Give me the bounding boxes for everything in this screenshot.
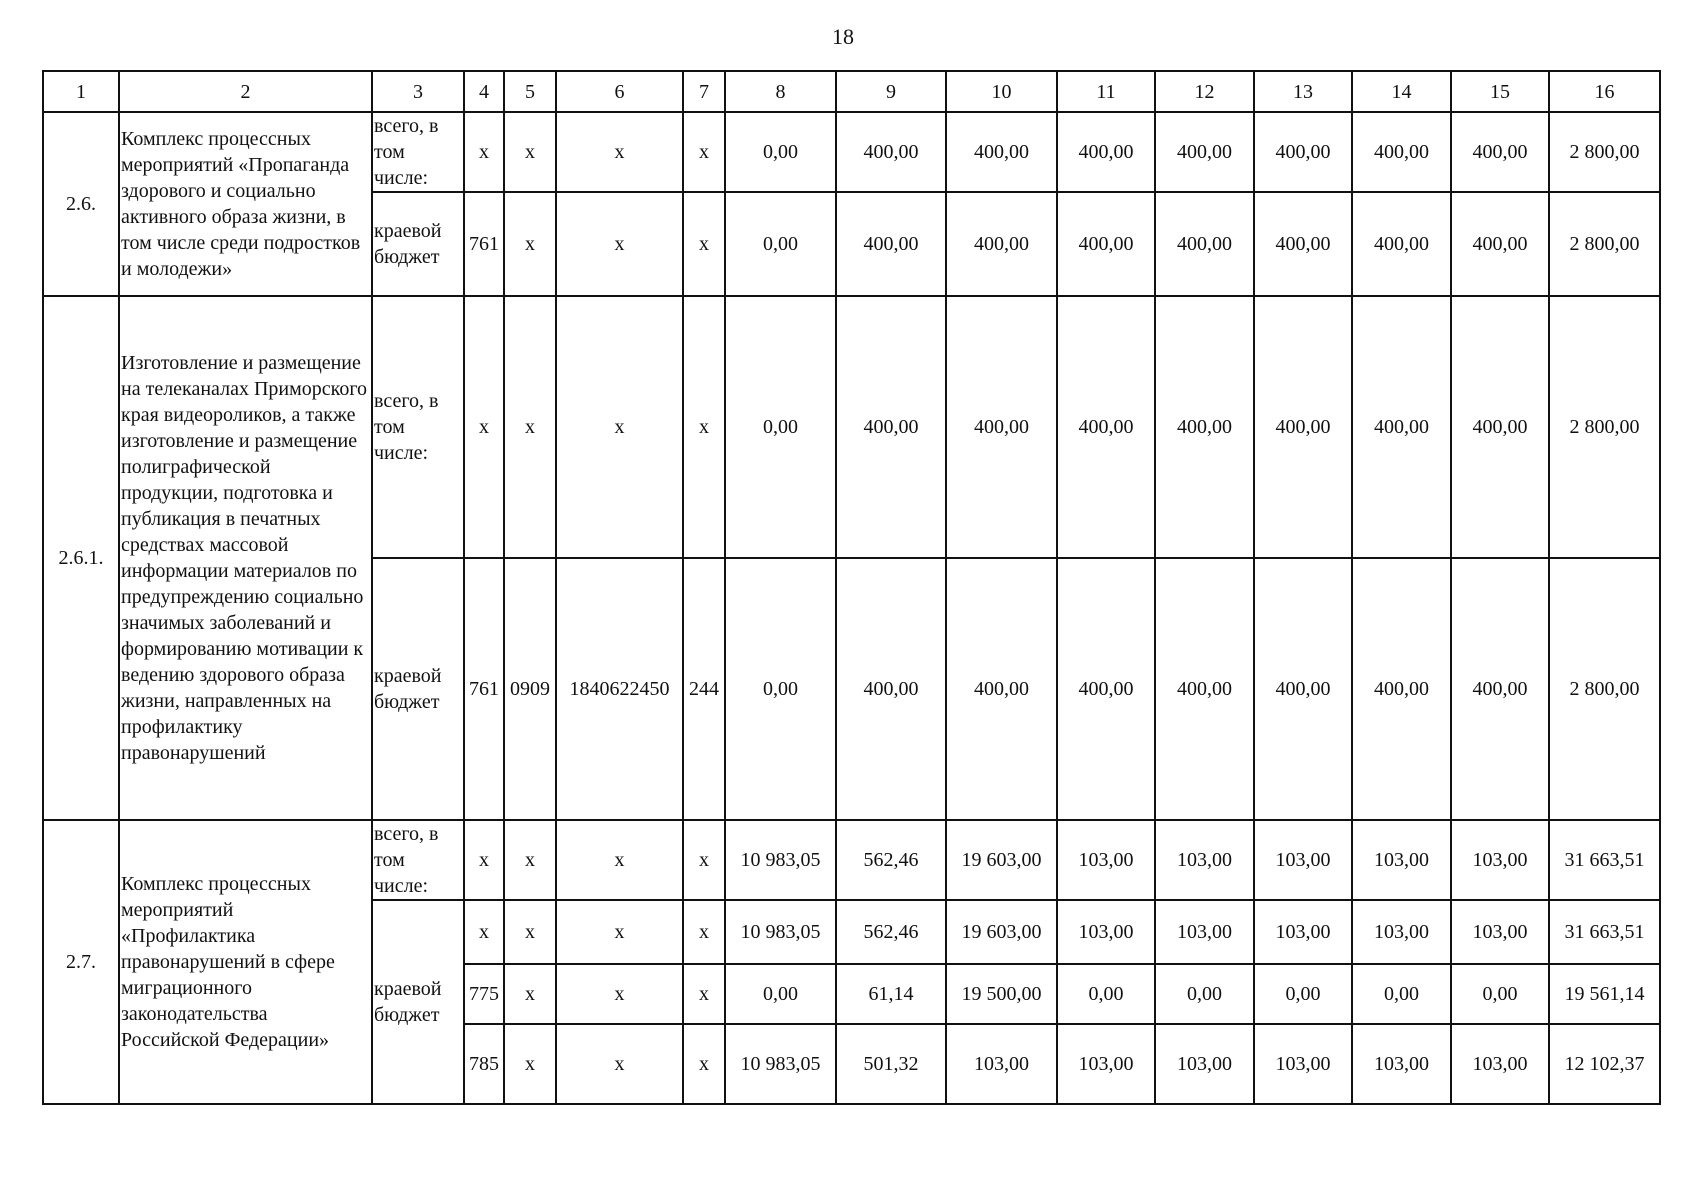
section-number: 2.6. [43, 112, 119, 296]
header-cell: 3 [372, 71, 464, 112]
value-cell: 400,00 [946, 112, 1057, 192]
value-cell: 400,00 [1451, 558, 1549, 820]
header-row [43, 71, 1660, 112]
section-number: 2.7. [43, 820, 119, 1104]
col6-cell: х [556, 900, 683, 964]
total-cell: 2 800,00 [1549, 558, 1660, 820]
value-cell: 103,00 [1451, 820, 1549, 900]
value-cell: 103,00 [1254, 820, 1352, 900]
col5-cell: х [504, 900, 556, 964]
value-cell: 103,00 [1352, 900, 1451, 964]
header-cell: 7 [683, 71, 725, 112]
value-cell: 0,00 [725, 558, 836, 820]
col6-cell: х [556, 820, 683, 900]
value-cell: 10 983,05 [725, 1024, 836, 1104]
header-cell: 2 [119, 71, 372, 112]
header-cell: 1 [43, 71, 119, 112]
col5-cell: х [504, 192, 556, 296]
value-cell: 400,00 [1155, 112, 1254, 192]
header-cell: 12 [1155, 71, 1254, 112]
value-cell: 103,00 [1057, 820, 1155, 900]
value-cell: 103,00 [1451, 1024, 1549, 1104]
value-cell: 0,00 [1254, 964, 1352, 1024]
value-cell: 19 500,00 [946, 964, 1057, 1024]
table-row [43, 112, 1660, 192]
col6-cell: 1840622450 [556, 558, 683, 820]
value-cell: 400,00 [836, 296, 946, 558]
value-cell: 103,00 [1451, 900, 1549, 964]
value-cell: 400,00 [1254, 192, 1352, 296]
value-cell: 400,00 [1155, 296, 1254, 558]
value-cell: 103,00 [1057, 900, 1155, 964]
value-cell: 61,14 [836, 964, 946, 1024]
value-cell: 400,00 [1254, 112, 1352, 192]
header-cell: 4 [464, 71, 504, 112]
col5-cell: х [504, 1024, 556, 1104]
value-cell: 562,46 [836, 900, 946, 964]
value-cell: 400,00 [1057, 558, 1155, 820]
header-cell: 9 [836, 71, 946, 112]
section-number: 2.6.1. [43, 296, 119, 820]
header-cell: 10 [946, 71, 1057, 112]
value-cell: 400,00 [1451, 192, 1549, 296]
col6-cell: х [556, 1024, 683, 1104]
col4-cell: 761 [464, 192, 504, 296]
col4-cell: х [464, 112, 504, 192]
col4-cell: 785 [464, 1024, 504, 1104]
funding-source: всего, в том числе: [372, 112, 464, 192]
header-cell: 8 [725, 71, 836, 112]
value-cell: 400,00 [946, 558, 1057, 820]
col4-cell: 761 [464, 558, 504, 820]
col4-cell: х [464, 900, 504, 964]
header-cell: 13 [1254, 71, 1352, 112]
value-cell: 103,00 [1352, 1024, 1451, 1104]
value-cell: 0,00 [725, 296, 836, 558]
header-cell: 6 [556, 71, 683, 112]
header-cell: 5 [504, 71, 556, 112]
value-cell: 400,00 [1057, 112, 1155, 192]
header-cell: 11 [1057, 71, 1155, 112]
value-cell: 501,32 [836, 1024, 946, 1104]
col5-cell: 0909 [504, 558, 556, 820]
col5-cell: х [504, 820, 556, 900]
col7-cell: 244 [683, 558, 725, 820]
table-row [43, 296, 1660, 558]
value-cell: 10 983,05 [725, 900, 836, 964]
total-cell: 2 800,00 [1549, 192, 1660, 296]
value-cell: 19 603,00 [946, 820, 1057, 900]
col7-cell: х [683, 296, 725, 558]
value-cell: 103,00 [1155, 820, 1254, 900]
col5-cell: х [504, 112, 556, 192]
value-cell: 400,00 [1352, 558, 1451, 820]
value-cell: 103,00 [1352, 820, 1451, 900]
col6-cell: х [556, 112, 683, 192]
value-cell: 10 983,05 [725, 820, 836, 900]
value-cell: 103,00 [946, 1024, 1057, 1104]
value-cell: 400,00 [836, 192, 946, 296]
value-cell: 103,00 [1155, 1024, 1254, 1104]
total-cell: 31 663,51 [1549, 820, 1660, 900]
col5-cell: х [504, 296, 556, 558]
col7-cell: х [683, 964, 725, 1024]
value-cell: 0,00 [725, 112, 836, 192]
value-cell: 400,00 [1352, 296, 1451, 558]
funding-source: краевой бюджет [372, 900, 464, 1104]
total-cell: 2 800,00 [1549, 112, 1660, 192]
col6-cell: х [556, 192, 683, 296]
col4-cell: х [464, 296, 504, 558]
value-cell: 400,00 [1155, 558, 1254, 820]
col6-cell: х [556, 964, 683, 1024]
value-cell: 400,00 [1352, 192, 1451, 296]
value-cell: 400,00 [836, 558, 946, 820]
funding-source: всего, в том числе: [372, 820, 464, 900]
table-row [43, 820, 1660, 900]
value-cell: 103,00 [1057, 1024, 1155, 1104]
col7-cell: х [683, 900, 725, 964]
col4-cell: 775 [464, 964, 504, 1024]
value-cell: 0,00 [1155, 964, 1254, 1024]
value-cell: 103,00 [1254, 1024, 1352, 1104]
value-cell: 0,00 [1057, 964, 1155, 1024]
value-cell: 0,00 [1352, 964, 1451, 1024]
section-name: Комплекс процессных мероприятий «Пропаганда здорового и социально активного образа жизни, в том числе среди подростков и молодежи» [119, 112, 372, 296]
value-cell: 400,00 [946, 296, 1057, 558]
col7-cell: х [683, 112, 725, 192]
value-cell: 562,46 [836, 820, 946, 900]
page-number: 18 [832, 24, 854, 49]
col6-cell: х [556, 296, 683, 558]
value-cell: 400,00 [946, 192, 1057, 296]
value-cell: 400,00 [1254, 558, 1352, 820]
header-cell: 16 [1549, 71, 1660, 112]
section-name: Комплекс процессных мероприятий «Профилактика правонарушений в сфере миграционного законодательства Российской Федерации» [119, 820, 372, 1104]
value-cell: 400,00 [1451, 112, 1549, 192]
value-cell: 400,00 [1057, 192, 1155, 296]
value-cell: 103,00 [1254, 900, 1352, 964]
col5-cell: х [504, 964, 556, 1024]
funding-source: краевой бюджет [372, 192, 464, 296]
header-cell: 15 [1451, 71, 1549, 112]
col7-cell: х [683, 1024, 725, 1104]
value-cell: 400,00 [1352, 112, 1451, 192]
value-cell: 0,00 [725, 964, 836, 1024]
total-cell: 2 800,00 [1549, 296, 1660, 558]
value-cell: 0,00 [1451, 964, 1549, 1024]
total-cell: 12 102,37 [1549, 1024, 1660, 1104]
value-cell: 0,00 [725, 192, 836, 296]
total-cell: 31 663,51 [1549, 900, 1660, 964]
total-cell: 19 561,14 [1549, 964, 1660, 1024]
value-cell: 400,00 [1451, 296, 1549, 558]
value-cell: 19 603,00 [946, 900, 1057, 964]
value-cell: 400,00 [836, 112, 946, 192]
value-cell: 400,00 [1155, 192, 1254, 296]
col7-cell: х [683, 192, 725, 296]
value-cell: 103,00 [1155, 900, 1254, 964]
value-cell: 400,00 [1254, 296, 1352, 558]
col4-cell: х [464, 820, 504, 900]
section-name: Изготовление и размещение на телеканалах Приморского края видеороликов, а также изготовление и размещение полиграфической продукции, подготовка и публикация в печатных средствах массовой информации материалов по предупреждению социально значимых заболеваний и формированию мотивации к ведению здорового образа жизни, направленных на профилактику правонарушений [119, 296, 372, 820]
budget-table [42, 70, 1661, 1105]
value-cell: 400,00 [1057, 296, 1155, 558]
header-cell: 14 [1352, 71, 1451, 112]
funding-source: всего, в том числе: [372, 296, 464, 558]
funding-source: краевой бюджет [372, 558, 464, 820]
col7-cell: х [683, 820, 725, 900]
